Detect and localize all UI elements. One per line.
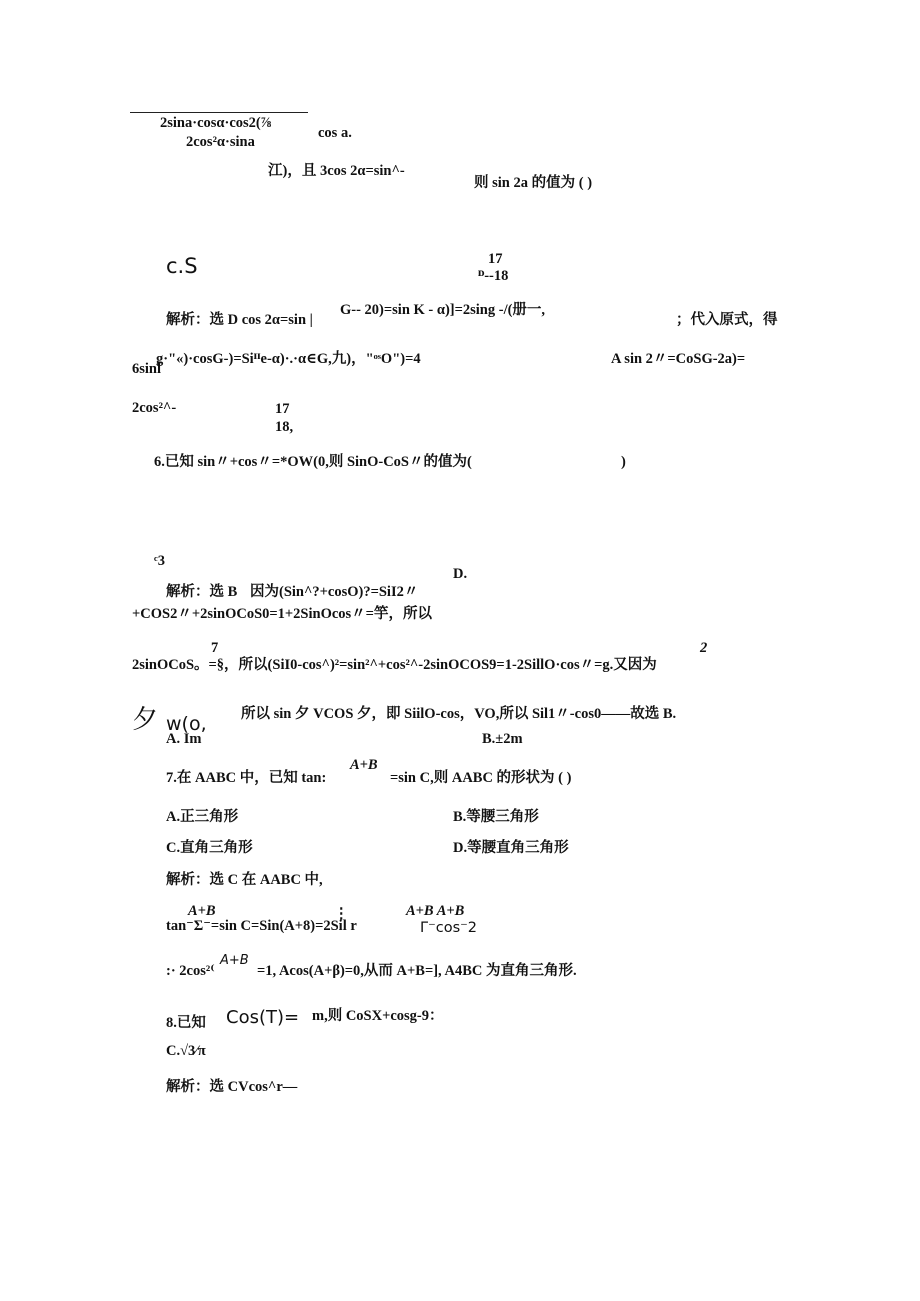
q7-solution-line1: 解析：选 C 在 ΑABC 中, [166,872,323,888]
q6-option-a: A. Im [166,731,202,747]
q5-solution-line3-b-bottom: 18, [275,419,294,435]
q6-solution-line1-b: 因为(Sin^?+cosO)?=SiI2〃 [250,584,419,600]
q6-option-b: B.±2m [482,731,523,747]
q7-stem-fraction: A+B [350,757,378,773]
q5-solution-line2-b: 6sinl [132,361,162,377]
q6-solution-line2: +COS2〃+2sinOCoS0=1+2SinOcos〃=竽，所以 [132,606,432,622]
q5-option-d-top: 17 [488,251,503,267]
q7-solution-line2-top: A+B [188,903,216,919]
fraction-numerator: 2sina·cosα·cos2(⅞ [160,115,272,131]
q8-stem-a: 8.已知 [166,1015,206,1031]
q6-solution-fraction-numerator: 7 [211,640,219,656]
q5-option-c: c.S [166,254,198,278]
q7-stem-a: 7.在 AABC 中，已知 tan: [166,770,327,786]
q7-solution-line2-b-top: A+B A+B [406,903,465,919]
q5-solution-line2-a: g·"«)·cosG-)=Siᴵᴵe-α)·.·α∈G,九)，"ᵒˢO")=4 [156,351,421,367]
q6-solution-line3: 2sinOCoS。=§，所以(SiI0-cos^)²=sin²^+cos²^-2sinOCOS9=1-2SillO·cos〃=g.又因为 [132,657,657,673]
fraction-denominator: 2cos²α·sina [186,134,255,150]
q7-stem-b: =sin C,则 AABC 的形状为 ( ) [390,770,572,786]
q5-stem-left: 江)，且 3cos 2α=sin^- [268,163,405,179]
q8-stem-cos: Cos(T)= [226,1007,300,1028]
q6-option-c: ᶜ3 [154,553,166,569]
q8-option-c: C.√3∕π [166,1043,206,1059]
q6-stem: 6.已知 sin〃+cos〃=*OW(0,则 SinO-CoS〃的值为( [154,454,472,470]
q6-stem-close: ) [621,454,626,470]
q7-solution-line3-a: :· 2cos²⁽ [166,963,215,979]
q7-solution-line2-b: Γ⁻cos⁻2 [420,920,478,936]
q5-solution-line1-a: 解析：选 D cos 2α=sin | [166,312,313,328]
fraction-bar [130,112,308,113]
q6-solution-line1-a: 解析：选 B [166,584,238,600]
q5-solution-line3-a: 2cos²^- [132,400,177,416]
q6-option-d: D. [453,566,468,582]
q5-solution-line3-b-top: 17 [275,401,290,417]
q7-solution-line2-dot: ⋮ [334,906,349,922]
q6-solution-line4-a: w(o, [166,713,207,735]
q6-solution-glyph: 夕 [132,705,159,735]
q6-solution-line4-b: 所以 sin 夕 VCOS 夕，即 SiilO-cos，VO,所以 Sil1〃-cos0——故选 B. [241,706,677,722]
q5-stem-right: 则 sin 2a 的值为 ( ) [474,175,593,191]
q5-option-d-bottom: ᴰ--18 [478,268,509,284]
q8-stem-b: m,则 CoSX+cosg-9： [312,1008,444,1024]
q5-solution-line1-c: ；代入原式，得 [676,312,778,328]
q5-solution-line1-b: G-- 20)=sin K - α)]=2sing -/(册一, [340,302,546,318]
q8-solution: 解析：选 CVcos^r— [166,1079,298,1095]
q7-option-d: D.等腰直角三角形 [453,840,569,856]
q6-solution-line3-right: 2 [700,640,708,656]
q7-option-c: C.直角三角形 [166,840,253,856]
q5-solution-line2-c: A sin 2〃=CoSG-2a)= [611,351,746,367]
q7-solution-line3-b: =1, Αcos(A+β)=0,从而 A+B=], A4BC 为直角三角形. [257,963,577,979]
q7-solution-line3-sup: A+B [220,953,249,968]
q7-solution-line2-a: tan⁻Σ⁻=sin C=Sin(A+8)=2Sil r [166,918,357,934]
q7-option-a: A.正三角形 [166,809,239,825]
fraction-result: cos a. [318,125,352,141]
q7-option-b: B.等腰三角形 [453,809,539,825]
